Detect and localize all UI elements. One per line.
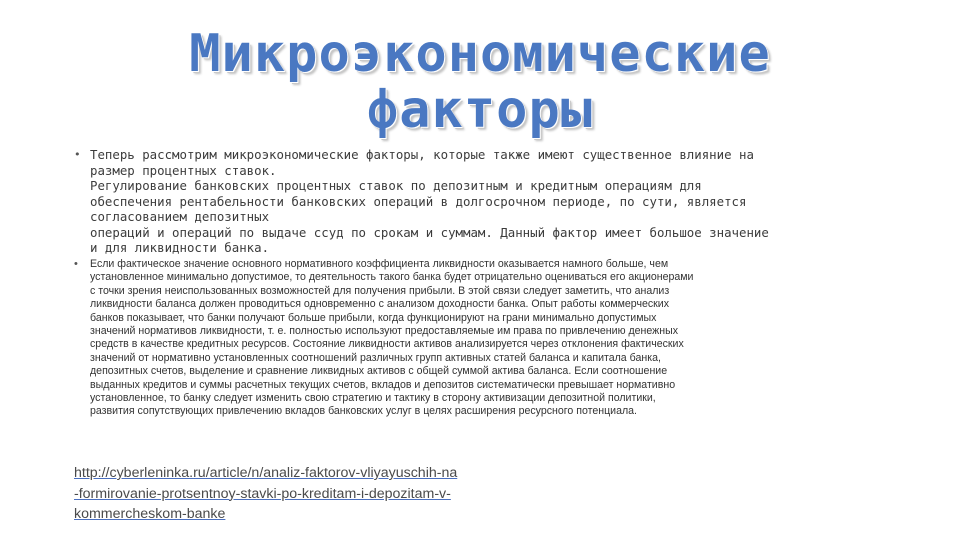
paragraph-line: значений нормативов ликвидности, т. е. полностью используют предоставляемые им права по привлечению денежных (90, 325, 679, 338)
paragraph-line: выданных кредитов и суммы расчетных текущих счетов, вкладов и депозитов систематически превышает нормативно (90, 378, 676, 391)
paragraph-line: развития сопутствующих привлечению вкладов банковских услуг в целях расширения ресурсного потенциала. (90, 405, 638, 418)
link-line[interactable]: -formirovanie-protsentnoy-stavki-po-kreditam-i-depozitam-v- (74, 485, 451, 502)
paragraph-line: установленное, то банку следует изменить свою стратегию и тактику в сторону активизации депозитной политики, (90, 392, 656, 405)
bullet-paragraph-1 (74, 147, 896, 256)
paragraph-line: и для ликвидности банка. (90, 240, 270, 255)
paragraph-line: размер процентных ставок. (90, 162, 277, 178)
paragraph-line: депозитных счетов, выделение и сравнение ликвидных активов с общей суммой актива баланса. Если соотношение (90, 365, 668, 378)
bullet-dot-icon: • (74, 258, 78, 270)
paragraph-line: обеспечения рентабельности банковских операций в долгосрочном периоде, по сути, является (90, 193, 747, 209)
source-link[interactable] (74, 463, 457, 525)
bullet-paragraph-2 (74, 258, 896, 419)
slide-title-line2: факторы (366, 80, 594, 140)
paragraph-line: с точки зрения неиспользованных возможностей для получения прибыли. В этой связи следует заметить, что анализ (90, 284, 670, 297)
paragraph-line: согласованием депозитных (90, 209, 270, 224)
link-line[interactable]: http://cyberleninka.ru/article/n/analiz-faktorov-vliyayuschih-na (74, 465, 458, 481)
paragraph-line: Теперь рассмотрим микроэкономические факторы, которые также имеют существенное влияние на (90, 147, 754, 162)
paragraph-line: банков показывает, что банки получают больше прибыли, когда функционируют на грани минимально допустимых (90, 311, 657, 324)
paragraph-line: средств в качестве кредитных ресурсов. Состояние ликвидности активов анализируется через отклонения фактических (90, 338, 684, 351)
paragraph-line: Регулирование банковских процентных ставок по депозитным и кредитным операциям для (90, 178, 702, 193)
paragraph-line: операций и операций по выдаче ссуд по срокам и суммам. Данный фактор имеет большое значение (90, 224, 769, 240)
source-link-anchor[interactable] (74, 463, 457, 525)
link-line[interactable]: kommercheskom-banke (74, 506, 226, 522)
slide-title-line1: Микроэкономические (189, 24, 771, 84)
paragraph-line: ликвидности баланса должен проводиться одновременно с анализом доходности банка. Опыт работы коммерческих (90, 298, 670, 311)
bullet-dot-icon: • (74, 148, 81, 161)
paragraph-line: значений от нормативно установленных соотношений различных групп активных статей баланса и капитала банка, (90, 351, 661, 364)
paragraph-line: Если фактическое значение основного нормативного коэффициента ликвидности оказывается намного больше, чем (90, 258, 669, 270)
paragraph-line: установленное минимально допустимое, то деятельность такого банка будет отрицательно оцениваться его акционерами (90, 271, 694, 284)
